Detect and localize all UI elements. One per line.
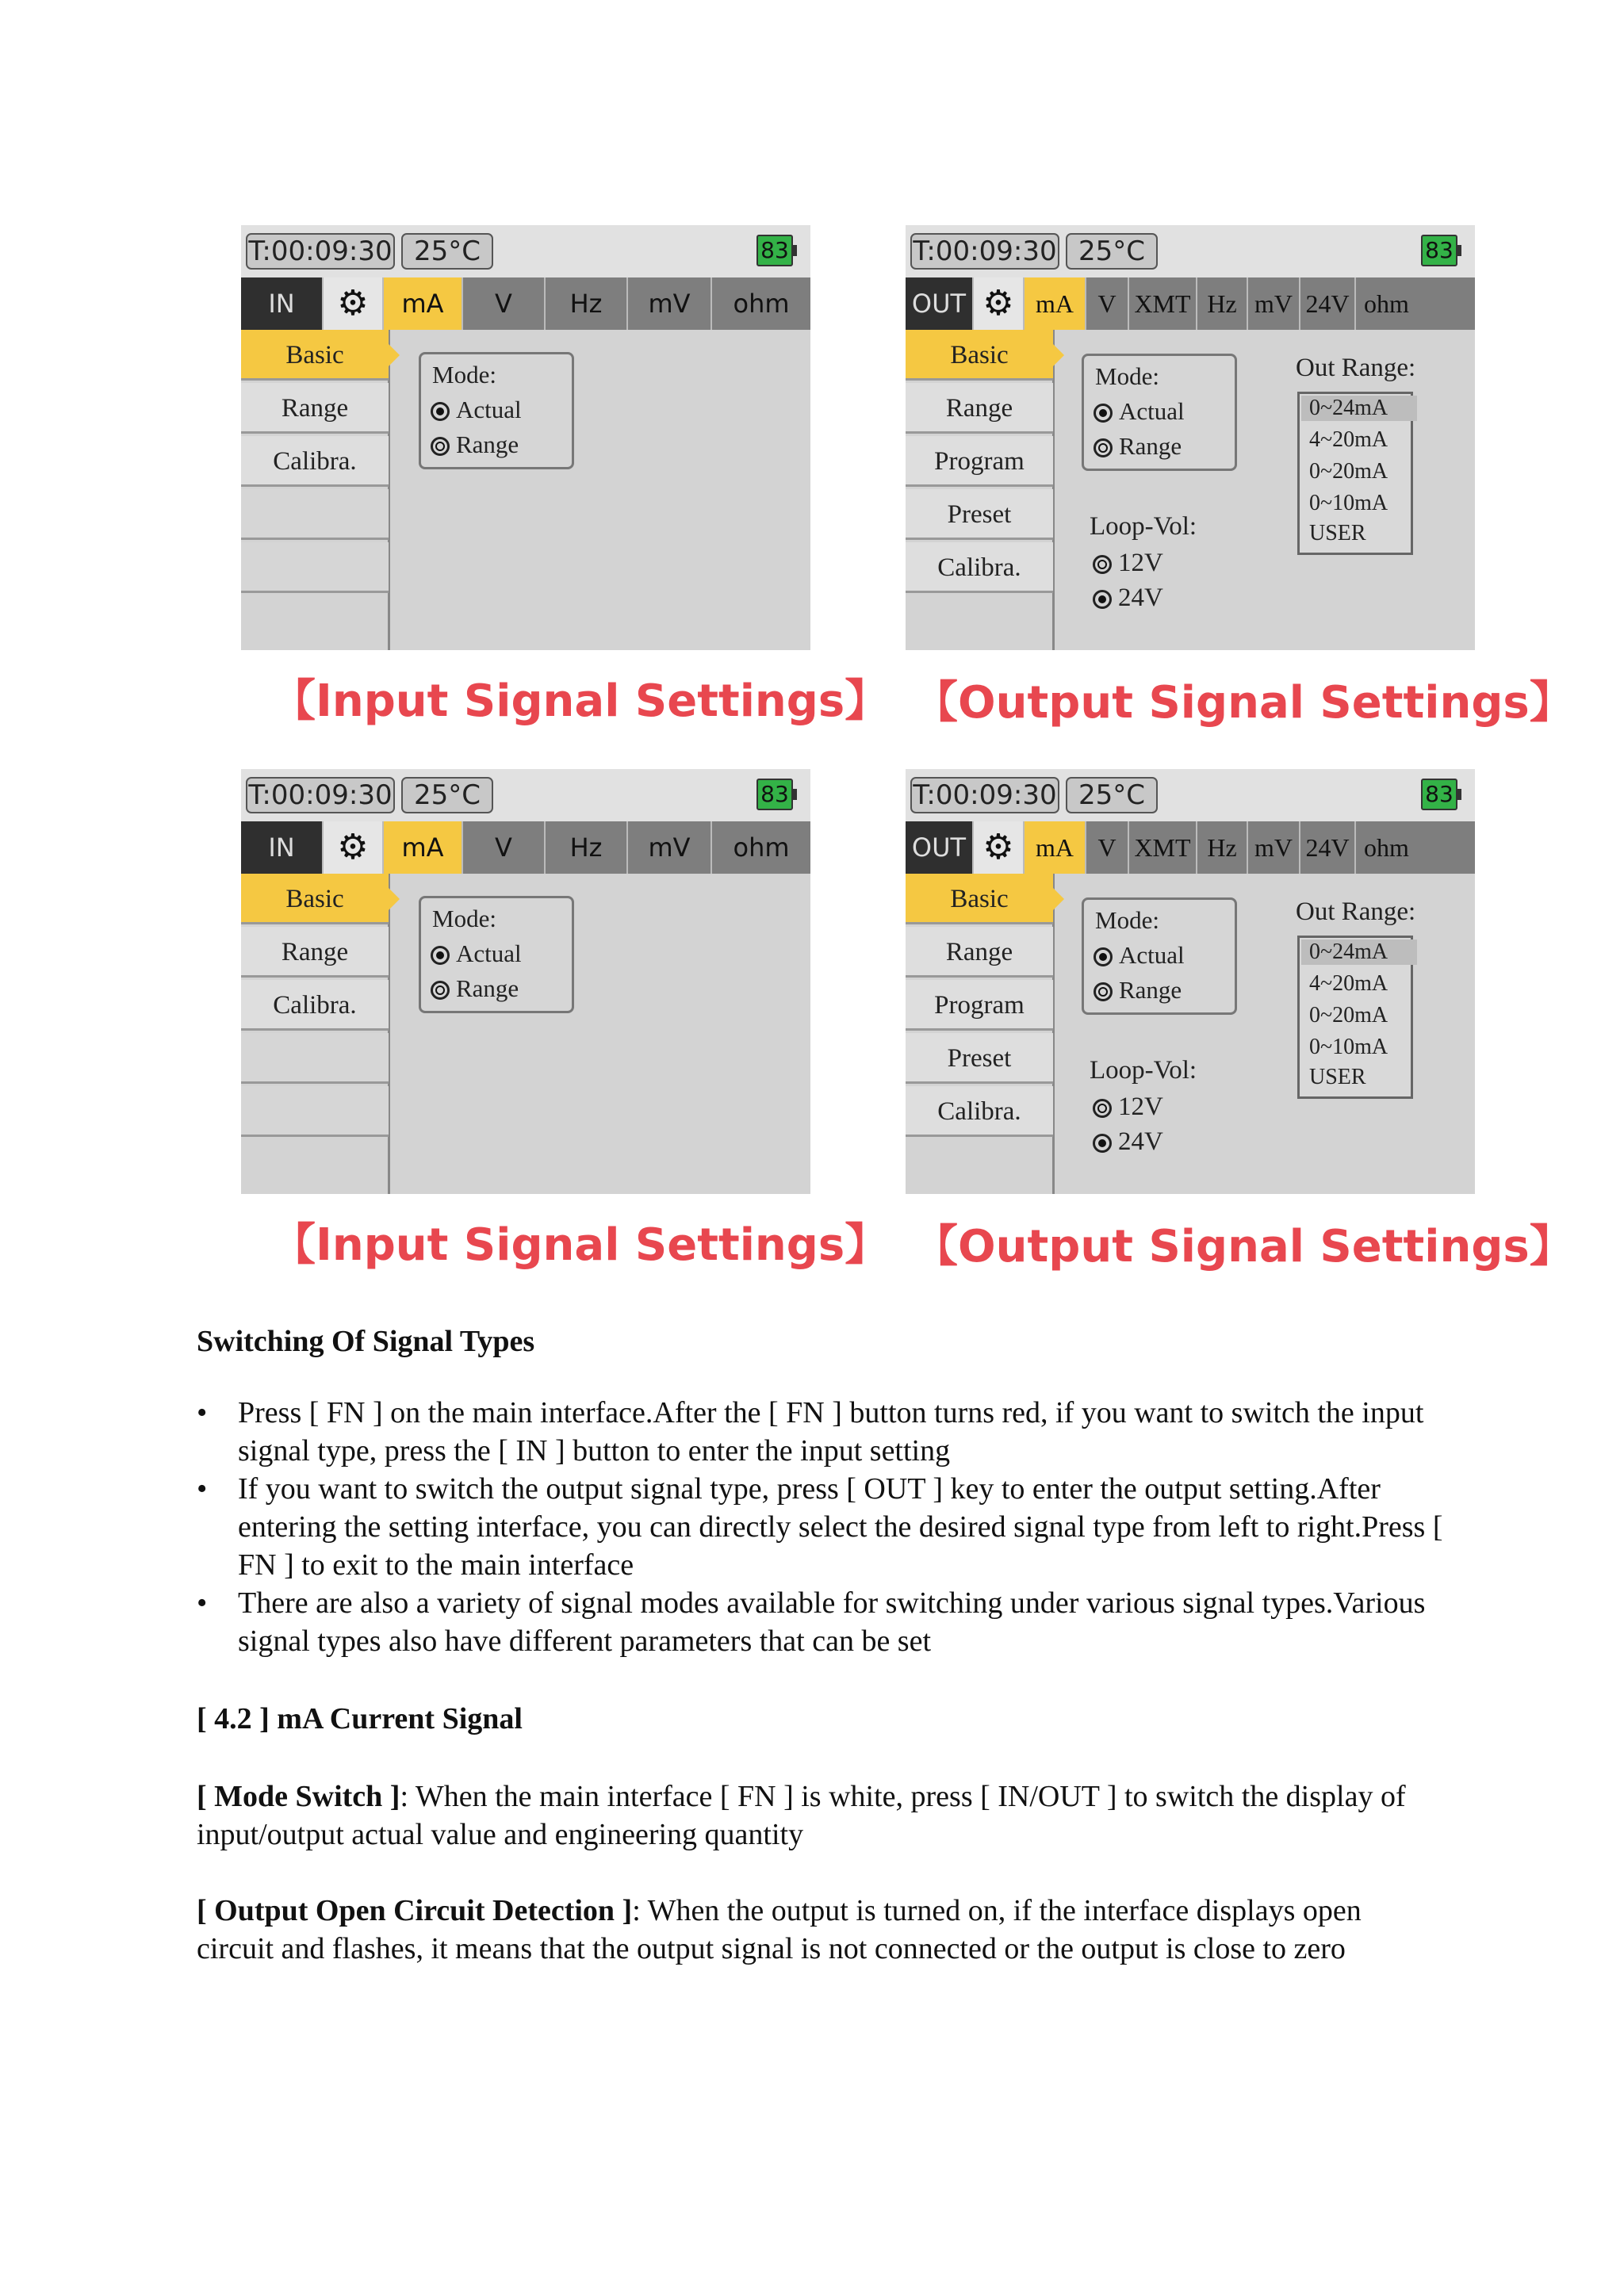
tab-ohm[interactable]: ohm	[1364, 833, 1409, 862]
tab-ohm[interactable]: ohm	[733, 289, 790, 319]
mode-actual-option[interactable]: Actual	[1094, 941, 1185, 970]
gear-icon[interactable]: ⚙	[974, 277, 1025, 330]
mode-label: Mode:	[1095, 906, 1159, 934]
sidebar-item-range[interactable]: Range	[906, 383, 1053, 434]
signal-tab-bar	[241, 821, 810, 874]
output-settings-screen-1	[906, 225, 1475, 650]
mode-label: Mode:	[1095, 362, 1159, 390]
sidebar-item-basic[interactable]: Basic	[906, 874, 1053, 924]
tab-in[interactable]: IN	[241, 277, 324, 330]
signal-tab-bar	[241, 277, 810, 330]
sidebar-item-range[interactable]: Range	[906, 927, 1053, 978]
radio-selected-icon	[431, 946, 450, 965]
tab-xmt[interactable]: XMT	[1129, 277, 1197, 330]
out-range-option[interactable]: 0~20mA	[1309, 1003, 1388, 1027]
sidebar-item-calibra[interactable]: Calibra.	[241, 980, 389, 1031]
output-settings-caption: 【Output Signal Settings】	[914, 1221, 1574, 1272]
tab-v[interactable]: V	[463, 821, 546, 874]
tab-24v[interactable]: 24V	[1300, 277, 1356, 330]
tab-ma[interactable]: mA	[1025, 277, 1086, 330]
out-range-label: Out Range:	[1296, 897, 1416, 926]
sidebar-item-program[interactable]: Program	[906, 436, 1053, 487]
settings-sidebar	[906, 330, 1055, 650]
open-circuit-text: : When the output is turned on, if the interface displays open circuit and flashes, it means that the output signal is not connected or the output is close to zero	[197, 1894, 1362, 1965]
tab-ma[interactable]: mA	[1025, 821, 1086, 874]
out-range-option[interactable]: 0~24mA	[1301, 939, 1417, 965]
sidebar-item-calibra[interactable]: Calibra.	[906, 542, 1053, 593]
tab-v[interactable]: V	[463, 277, 546, 330]
mode-group	[1082, 354, 1237, 471]
temperature-display: 25°C	[1066, 777, 1158, 813]
tab-ohm[interactable]: ohm	[1364, 289, 1409, 318]
battery-icon: 83	[1421, 779, 1457, 810]
battery-icon: 83	[756, 235, 793, 266]
timer-display: T:00:09:30	[910, 233, 1059, 270]
gear-icon[interactable]: ⚙	[324, 277, 384, 330]
battery-icon: 83	[756, 779, 793, 810]
loop-vol-24v-option[interactable]: 24V	[1093, 584, 1163, 613]
loop-vol-12v-option[interactable]: 12V	[1093, 1093, 1163, 1122]
bullet-list	[238, 1394, 1475, 1660]
output-settings-caption: 【Output Signal Settings】	[914, 677, 1574, 729]
sidebar-empty-slot	[241, 1033, 389, 1084]
mode-actual-option[interactable]: Actual	[1094, 397, 1185, 426]
signal-tab-bar	[906, 821, 1475, 874]
radio-unselected-icon	[1094, 982, 1113, 1001]
radio-selected-icon	[431, 402, 450, 421]
output-settings-screen-2	[906, 769, 1475, 1194]
tab-ma[interactable]: mA	[384, 821, 463, 874]
section-heading: Switching Of Signal Types	[197, 1325, 535, 1358]
sidebar-empty-slot	[241, 542, 389, 593]
status-bar	[906, 769, 1475, 821]
tab-v[interactable]: V	[1086, 821, 1129, 874]
sidebar-item-calibra[interactable]: Calibra.	[241, 436, 389, 487]
signal-tab-bar	[906, 277, 1475, 330]
status-bar	[241, 769, 810, 821]
timer-display: T:00:09:30	[246, 777, 395, 813]
loop-vol-24v-option[interactable]: 24V	[1093, 1127, 1163, 1157]
out-range-label: Out Range:	[1296, 354, 1416, 382]
tab-hz[interactable]: Hz	[1197, 277, 1248, 330]
battery-icon: 83	[1421, 235, 1457, 266]
open-circuit-label: [ Output Open Circuit Detection ]	[197, 1894, 633, 1927]
mode-range-option[interactable]: Range	[431, 974, 519, 1003]
out-range-option[interactable]: 0~10mA	[1309, 491, 1388, 515]
status-bar	[906, 225, 1475, 277]
settings-sidebar	[906, 874, 1055, 1194]
settings-sidebar	[241, 330, 390, 650]
mode-label: Mode:	[432, 361, 496, 388]
sidebar-item-preset[interactable]: Preset	[906, 1033, 1053, 1084]
input-settings-screen-2	[241, 769, 810, 1194]
loop-vol-12v-option[interactable]: 12V	[1093, 549, 1163, 578]
list-item: • Press [ FN ] on the main interface.After the [ FN ] button turns red, if you want to switch the input signal type, press the [ IN ] button to enter the input setting	[238, 1394, 1475, 1470]
sidebar-item-basic[interactable]: Basic	[241, 874, 389, 924]
radio-selected-icon	[1093, 590, 1112, 609]
timer-display: T:00:09:30	[246, 233, 395, 270]
out-range-option[interactable]: 0~10mA	[1309, 1035, 1388, 1059]
out-range-option[interactable]: 4~20mA	[1309, 427, 1388, 452]
tab-mv[interactable]: mV	[628, 821, 712, 874]
out-range-list	[1297, 392, 1413, 555]
out-range-option[interactable]: USER	[1309, 521, 1366, 545]
tab-hz[interactable]: Hz	[1197, 821, 1248, 874]
radio-unselected-icon	[1093, 1099, 1112, 1118]
mode-group	[419, 352, 574, 469]
mode-group	[1082, 897, 1237, 1015]
gear-icon[interactable]: ⚙	[324, 821, 384, 874]
tab-hz[interactable]: Hz	[546, 277, 628, 330]
out-range-option[interactable]: 4~20mA	[1309, 971, 1388, 996]
timer-display: T:00:09:30	[910, 777, 1059, 813]
input-settings-caption: 【Input Signal Settings】	[271, 1219, 890, 1271]
input-settings-caption: 【Input Signal Settings】	[271, 675, 890, 727]
temperature-display: 25°C	[401, 777, 493, 813]
radio-selected-icon	[1094, 947, 1113, 966]
sidebar-item-program[interactable]: Program	[906, 980, 1053, 1031]
tab-v[interactable]: V	[1086, 277, 1129, 330]
sidebar-item-preset[interactable]: Preset	[906, 489, 1053, 540]
list-item: • If you want to switch the output signal type, press [ OUT ] key to enter the output setting.After entering the setting interface, you can directly select the desired signal type from left to right.Press [ FN ] to exit to the main interface	[238, 1470, 1475, 1584]
tab-out[interactable]: OUT	[906, 277, 974, 330]
radio-selected-icon	[1094, 404, 1113, 423]
radio-unselected-icon	[431, 437, 450, 456]
status-bar	[241, 225, 810, 277]
sidebar-item-range[interactable]: Range	[241, 383, 389, 434]
temperature-display: 25°C	[1066, 233, 1158, 270]
tab-ma[interactable]: mA	[384, 277, 463, 330]
out-range-option[interactable]: USER	[1309, 1065, 1366, 1089]
mode-switch-paragraph	[197, 1777, 1434, 1854]
tab-mv[interactable]: mV	[1248, 821, 1300, 874]
tab-xmt[interactable]: XMT	[1129, 821, 1197, 874]
list-item: • There are also a variety of signal modes available for switching under various signal types.Various signal types also have different parameters that can be set	[238, 1584, 1475, 1660]
temperature-display: 25°C	[401, 233, 493, 270]
mode-actual-option[interactable]: Actual	[431, 939, 522, 968]
mode-range-option[interactable]: Range	[1094, 432, 1182, 461]
input-settings-screen-1	[241, 225, 810, 650]
tab-mv[interactable]: mV	[1248, 277, 1300, 330]
mode-actual-option[interactable]: Actual	[431, 396, 522, 424]
loop-vol-label: Loop-Vol:	[1090, 1056, 1197, 1085]
out-range-option[interactable]: 0~24mA	[1301, 396, 1417, 421]
out-range-list	[1297, 936, 1413, 1099]
tab-24v[interactable]: 24V	[1300, 821, 1356, 874]
sidebar-item-basic[interactable]: Basic	[906, 330, 1053, 381]
radio-unselected-icon	[1094, 438, 1113, 457]
sidebar-item-basic[interactable]: Basic	[241, 330, 389, 381]
section-heading: [ 4.2 ] mA Current Signal	[197, 1702, 523, 1735]
out-range-option[interactable]: 0~20mA	[1309, 459, 1388, 484]
tab-mv[interactable]: mV	[628, 277, 712, 330]
tab-out[interactable]: OUT	[906, 821, 974, 874]
mode-label: Mode:	[432, 905, 496, 932]
mode-range-option[interactable]: Range	[431, 430, 519, 459]
sidebar-item-range[interactable]: Range	[241, 927, 389, 978]
radio-unselected-icon	[1093, 555, 1112, 574]
loop-vol-label: Loop-Vol:	[1090, 512, 1197, 541]
mode-group	[419, 896, 574, 1013]
mode-range-option[interactable]: Range	[1094, 976, 1182, 1004]
tab-in[interactable]: IN	[241, 821, 324, 874]
mode-switch-label: [ Mode Switch ]	[197, 1780, 400, 1813]
tab-ohm[interactable]: ohm	[733, 832, 790, 863]
open-circuit-paragraph	[197, 1892, 1434, 1968]
radio-selected-icon	[1093, 1134, 1112, 1153]
sidebar-empty-slot	[241, 489, 389, 540]
gear-icon[interactable]: ⚙	[974, 821, 1025, 874]
radio-unselected-icon	[431, 981, 450, 1000]
mode-switch-text: : When the main interface [ FN ] is white, press [ IN/OUT ] to switch the display of input/output actual value and engineering quantity	[197, 1780, 1406, 1851]
sidebar-empty-slot	[241, 1086, 389, 1137]
settings-sidebar	[241, 874, 390, 1194]
tab-hz[interactable]: Hz	[546, 821, 628, 874]
sidebar-item-calibra[interactable]: Calibra.	[906, 1086, 1053, 1137]
